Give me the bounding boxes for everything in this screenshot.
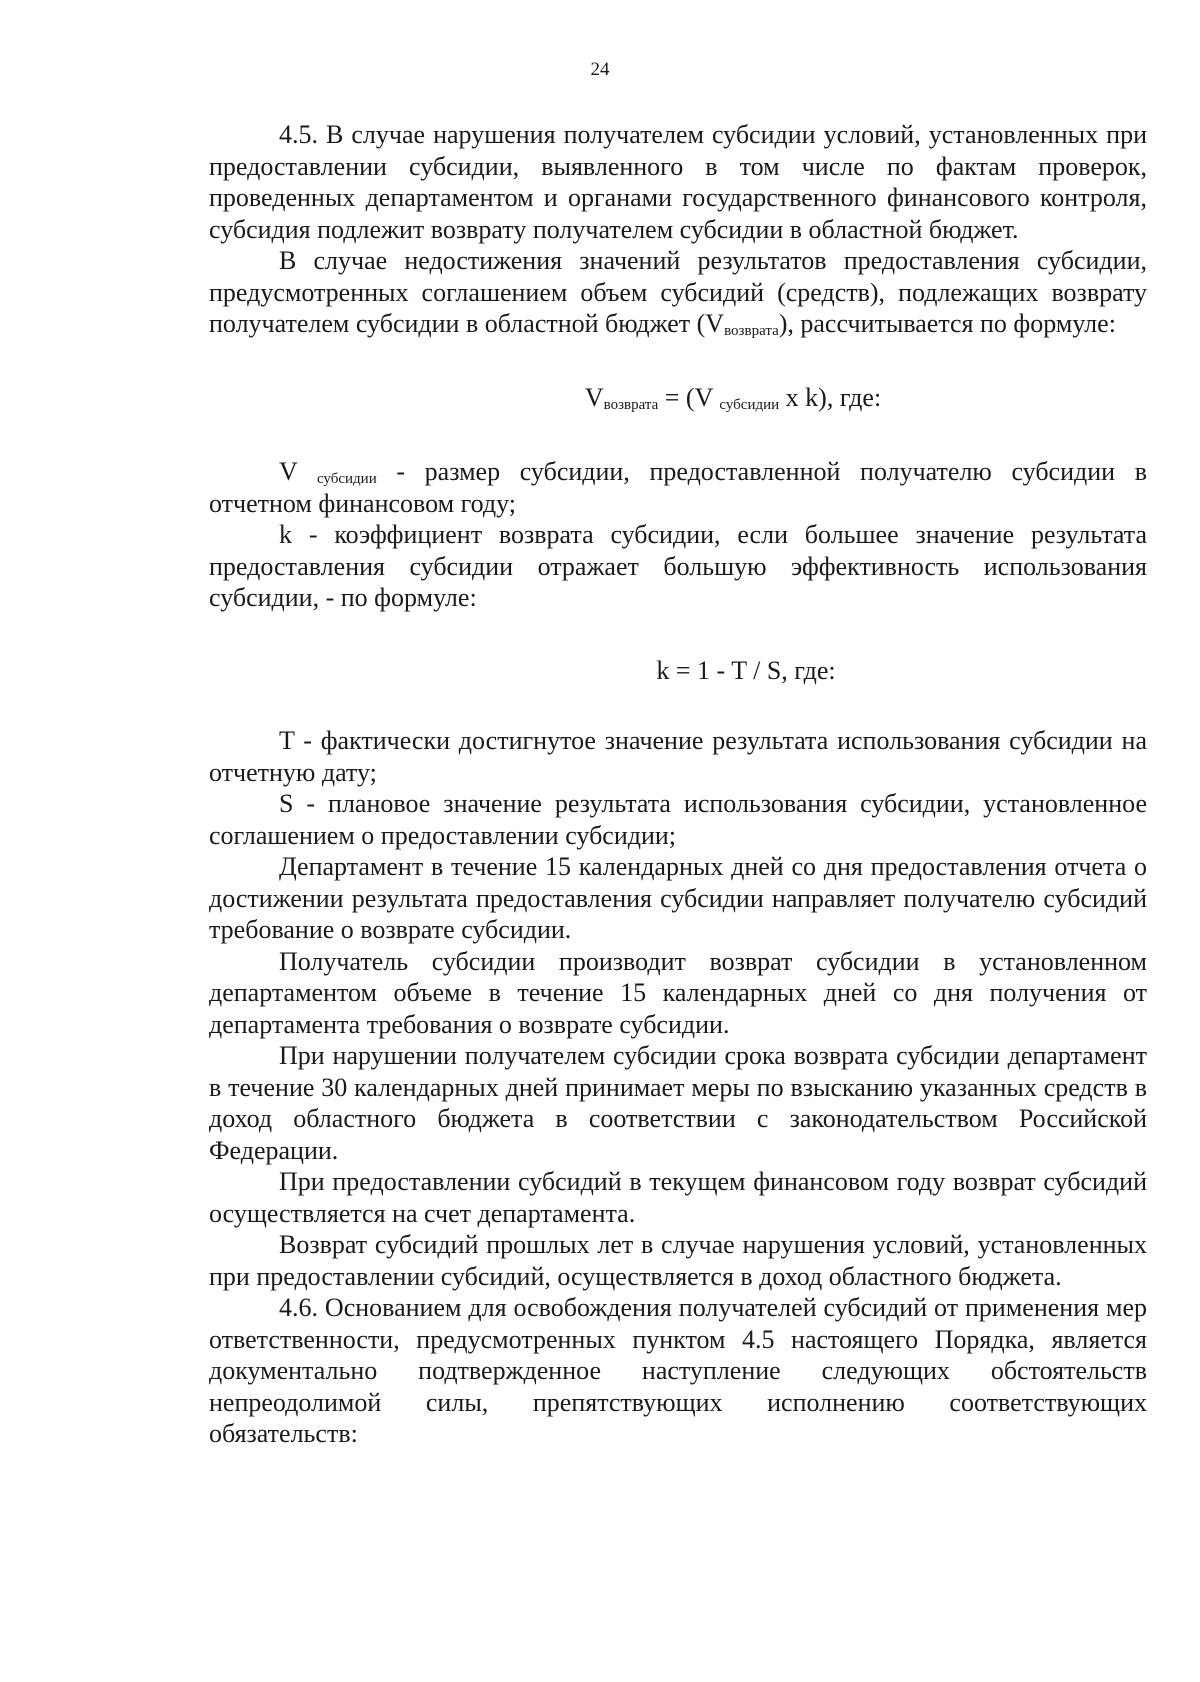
definition-text: - размер субсидии, предоставленной получателю субсидии в отчетном финансовом году; xyxy=(209,457,1147,518)
formula-subscript-subsidy: субсидии xyxy=(719,396,780,413)
formula-k: k = 1 - T / S, где: xyxy=(656,655,836,685)
definition-v-subsidy xyxy=(209,456,1147,519)
definition-symbol: V xyxy=(279,457,317,486)
formula-text: x k), где: xyxy=(779,382,882,412)
page-number: 24 xyxy=(590,59,610,80)
paragraph-recipient-return: Получатель субсидии производит возврат субсидии в установленном департаментом объеме в течение 15 календарных дней со дня получения от департамента требования о возврате субсидии. xyxy=(209,946,1147,1039)
definition-k: k - коэффициент возврата субсидии, если большее значение результата предоставления субсидии отражает большую эффективность использования субсидии, - по формуле: xyxy=(209,520,1147,612)
definition-s: S - плановое значение результата использования субсидии, установленное соглашением о предоставлении субсидии; xyxy=(209,789,1147,850)
formula-text: = (V xyxy=(658,382,720,412)
document-body xyxy=(209,119,1147,1450)
definition-subscript: субсидии xyxy=(316,471,377,487)
paragraph-text: ), рассчитывается по формуле: xyxy=(778,309,1116,338)
paragraph-current-year: При предоставлении субсидий в текущем финансовом году возврат субсидий осуществляется на счет департамента. xyxy=(209,1167,1147,1228)
paragraph-text: В случае недостижения значений результатов предоставления субсидии, предусмотренных соглашением объем субсидий (средств), подлежащих возврату получателем субсидии в областной бюджет (V xyxy=(209,246,1147,338)
paragraph-department-request: Департамент в течение 15 календарных дней со дня предоставления отчета о достижении результата предоставления субсидии направляет получателю субсидий требование о возврате субсидии. xyxy=(209,852,1147,944)
subscript-return: возврата xyxy=(724,323,779,339)
paragraph-4-5: 4.5. В случае нарушения получателем субсидии условий, установленных при предоставлении субсидии, выявленного в том числе по фактам проверок, проведенных департаментом и органами государственного финансового контроля, субсидия подлежит возврату получателем субсидии в областной бюджет. xyxy=(209,120,1147,244)
formula-subscript-return: возврата xyxy=(603,396,659,413)
definition-t: T - фактически достигнутое значение результата использования субсидии на отчетную дату; xyxy=(209,726,1147,787)
paragraph-past-years: Возврат субсидий прошлых лет в случае нарушения условий, установленных при предоставлении субсидий, осуществляется в доход областного бюджета. xyxy=(209,1230,1147,1291)
paragraph-return-volume xyxy=(209,245,1147,340)
paragraph-violation-term: При нарушении получателем субсидии срока возврата субсидии департамент в течение 30 календарных дней принимает меры по взысканию указанных средств в доход областного бюджета в соответствии с законодательством Российской Федерации. xyxy=(209,1041,1147,1165)
paragraph-4-6: 4.6. Основанием для освобождения получателей субсидий от применения мер ответственности, предусмотренных пунктом 4.5 настоящего Порядка, является документально подтвержденное наступление следующих обстоятельств непреодолимой силы, препятствующих исполнению соответствующих обязательств: xyxy=(209,1293,1147,1448)
formula-symbol: V xyxy=(584,382,604,412)
formula-return-volume xyxy=(209,382,1147,414)
